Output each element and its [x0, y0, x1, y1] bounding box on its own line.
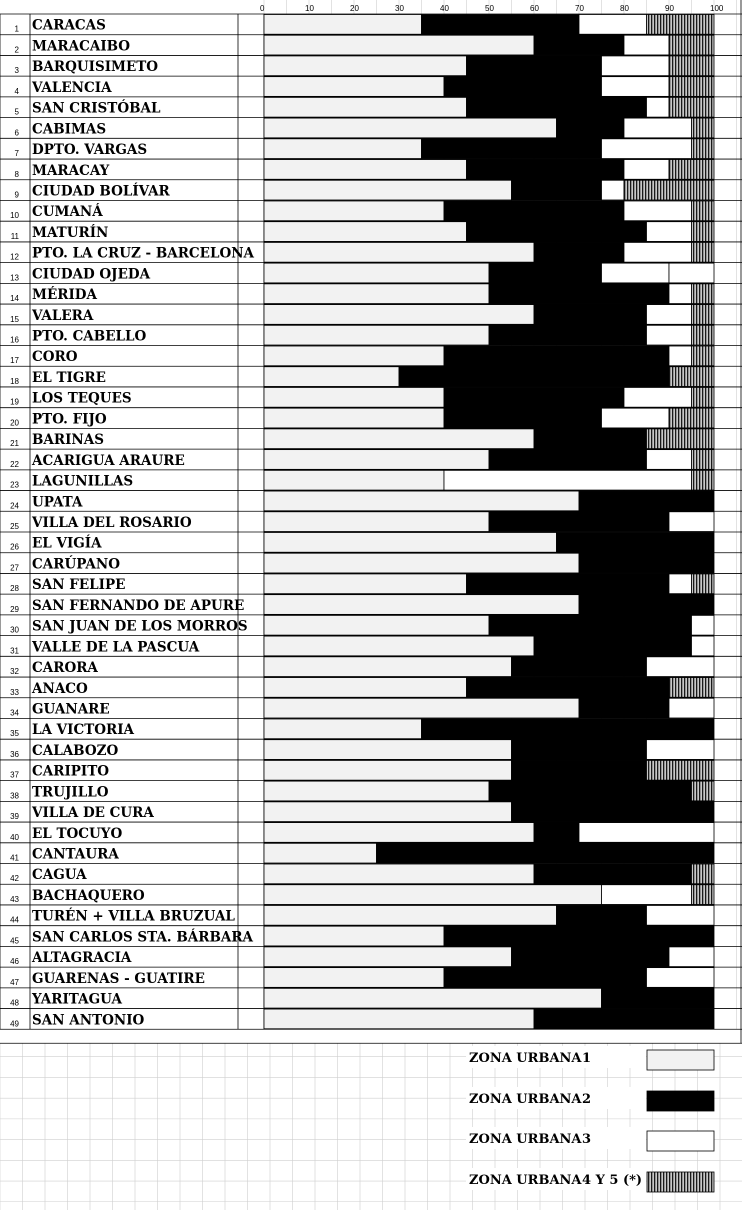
- bar-segment-z45: [692, 781, 715, 801]
- bar-segment-z45: [692, 346, 715, 366]
- row-number: 18: [10, 376, 19, 386]
- bar-segment-z1: [264, 636, 534, 656]
- legend-swatch-z2: [647, 1091, 714, 1111]
- bar-segment-z2: [444, 77, 602, 97]
- x-tick-label: 70: [575, 4, 584, 13]
- bar-segment-z1: [264, 346, 444, 366]
- bar-segment-z3: [624, 387, 692, 407]
- bar-segment-z2: [399, 367, 669, 387]
- bar-segment-z45: [692, 470, 715, 490]
- bar-segment-z45: [647, 15, 715, 35]
- city-label: EL TOCUYO: [32, 825, 123, 842]
- city-label: CIUDAD BOLÍVAR: [32, 183, 170, 200]
- bar-segment-z45: [692, 118, 715, 138]
- bar-segment-z45: [647, 429, 715, 449]
- bar-segment-z1: [264, 657, 512, 677]
- bar-segment-z1: [264, 512, 489, 532]
- bar-segment-z1: [264, 201, 444, 221]
- city-label: CIUDAD OJEDA: [32, 266, 151, 283]
- row-number: 1: [14, 24, 19, 34]
- bar-segment-z1: [264, 802, 512, 822]
- bar-segment-z3: [647, 450, 692, 470]
- bar-segment-z2: [489, 263, 602, 283]
- row-number: 38: [10, 791, 19, 801]
- city-label: BACHAQUERO: [32, 887, 145, 904]
- bar-segment-z3: [647, 968, 715, 988]
- city-label: LAGUNILLAS: [32, 473, 134, 490]
- bar-segment-z1: [264, 325, 489, 345]
- city-label: CORO: [32, 349, 78, 366]
- row-number: 8: [14, 169, 19, 179]
- bar-segment-z2: [489, 450, 647, 470]
- legend-code: 1: [582, 1051, 592, 1066]
- bar-segment-z2: [512, 947, 670, 967]
- bar-segment-z2: [444, 387, 624, 407]
- bar-segment-z2: [512, 180, 602, 200]
- bar-segment-z3: [602, 56, 670, 76]
- row-number: 39: [10, 812, 19, 822]
- row-number: 43: [10, 894, 19, 904]
- bar-segment-z3: [602, 77, 670, 97]
- bar-segment-z1: [264, 885, 602, 905]
- bar-segment-z2: [467, 678, 670, 698]
- bar-segment-z3: [692, 636, 715, 656]
- bar-segment-z2: [557, 905, 647, 925]
- bar-segment-z2: [579, 491, 714, 511]
- bar-segment-z45: [692, 201, 715, 221]
- city-label: MÉRIDA: [32, 287, 97, 304]
- city-label: CALABOZO: [32, 742, 119, 759]
- x-tick-label: 20: [350, 4, 359, 13]
- city-label: TRUJILLO: [32, 784, 109, 801]
- bar-segment-z45: [692, 325, 715, 345]
- bar-segment-z1: [264, 1009, 534, 1029]
- legend-label: ZONA URBANA: [469, 1173, 582, 1188]
- bar-segment-z2: [534, 636, 692, 656]
- bar-segment-z2: [534, 864, 692, 884]
- row-number: 15: [10, 314, 19, 324]
- row-number: 37: [10, 770, 19, 780]
- row-number: 5: [14, 107, 19, 117]
- bar-segment-z1: [264, 491, 579, 511]
- city-label: BARINAS: [32, 432, 104, 449]
- x-tick-label: 90: [665, 4, 674, 13]
- row-number: 16: [10, 335, 19, 345]
- bar-segment-z3: [669, 698, 714, 718]
- row-number: 27: [10, 563, 19, 573]
- bar-segment-z2: [444, 926, 714, 946]
- row-number: 41: [10, 853, 19, 863]
- bar-segment-z1: [264, 15, 422, 35]
- row-number: 35: [10, 729, 19, 739]
- bar-segment-z1: [264, 823, 534, 843]
- row-number: 36: [10, 749, 19, 759]
- bar-segment-z1: [264, 470, 444, 490]
- bar-segment-z3: [602, 180, 625, 200]
- bar-segment-z3: [579, 823, 714, 843]
- row-number: 4: [14, 86, 19, 96]
- city-label: VILLA DEL ROSARIO: [32, 515, 192, 531]
- bar-segment-z2: [467, 97, 647, 117]
- bar-segment-z3: [669, 512, 714, 532]
- x-tick-label: 60: [530, 4, 539, 13]
- row-number: 32: [10, 667, 19, 677]
- bar-segment-z1: [264, 740, 512, 760]
- bar-segment-z3: [669, 947, 714, 967]
- bar-segment-z1: [264, 242, 534, 262]
- bar-segment-z3: [444, 470, 692, 490]
- city-label: BARQUISIMETO: [32, 59, 159, 76]
- city-label: YARITAGUA: [32, 991, 122, 1008]
- bar-segment-z1: [264, 408, 444, 428]
- city-label: VALENCIA: [32, 79, 112, 96]
- bar-segment-z1: [264, 698, 579, 718]
- city-label: MARACAY: [32, 162, 110, 179]
- bar-segment-z2: [579, 553, 714, 573]
- bar-segment-z1: [264, 97, 467, 117]
- row-number: 20: [10, 418, 19, 428]
- bar-segment-z2: [557, 118, 625, 138]
- bar-segment-z2: [534, 1009, 714, 1029]
- row-number: 28: [10, 584, 19, 594]
- bar-segment-z2: [377, 843, 715, 863]
- bar-segment-z1: [264, 284, 489, 304]
- bar-segment-z45: [669, 408, 714, 428]
- row-number: 40: [10, 832, 19, 842]
- bar-segment-z1: [264, 719, 422, 739]
- row-number: 26: [10, 542, 19, 552]
- city-label: DPTO. VARGAS: [32, 142, 148, 159]
- row-number: 25: [10, 522, 19, 531]
- x-tick-label: 80: [620, 4, 629, 13]
- bar-segment-z3: [624, 242, 692, 262]
- city-label: SAN JUAN DE LOS MORROS: [32, 618, 248, 635]
- city-label: SAN CARLOS STA. BÁRBARA: [32, 929, 254, 946]
- city-label: LA VICTORIA: [32, 722, 135, 739]
- bar-segment-z2: [534, 823, 579, 843]
- bar-segment-z1: [264, 263, 489, 283]
- row-number: 23: [10, 480, 19, 490]
- bar-segment-z45: [624, 180, 714, 200]
- city-label: UPATA: [32, 494, 83, 511]
- bar-segment-z2: [557, 533, 715, 553]
- row-number: 14: [10, 294, 19, 304]
- row-number: 2: [14, 45, 19, 55]
- city-label: PTO. FIJO: [32, 411, 107, 428]
- city-label: CARÚPANO: [32, 556, 120, 573]
- city-label: CAGUA: [32, 867, 87, 884]
- city-label: CARORA: [32, 660, 98, 677]
- bar-segment-z3: [647, 222, 692, 242]
- row-number: 42: [10, 874, 19, 884]
- bar-segment-z45: [692, 139, 715, 159]
- city-label: TURÉN + VILLA BRUZUAL: [32, 908, 235, 925]
- bar-segment-z2: [422, 719, 715, 739]
- bar-segment-z2: [444, 201, 624, 221]
- city-label: SAN CRISTÓBAL: [32, 100, 161, 117]
- row-number: 17: [10, 356, 19, 366]
- row-number: 22: [10, 459, 19, 469]
- city-label: ACARIGUA ARAURE: [32, 452, 185, 469]
- bar-segment-z1: [264, 615, 489, 635]
- bar-segment-z1: [264, 118, 557, 138]
- bar-segment-z2: [422, 15, 580, 35]
- row-number: 7: [14, 149, 19, 159]
- bar-segment-z45: [669, 678, 714, 698]
- bar-segment-z2: [467, 574, 670, 594]
- row-number: 46: [10, 957, 19, 967]
- row-number: 10: [10, 211, 19, 221]
- bar-segment-z1: [264, 533, 557, 553]
- bar-segment-z2: [444, 968, 647, 988]
- bar-segment-z45: [669, 77, 714, 97]
- bar-segment-z2: [534, 242, 624, 262]
- city-label: VALLE DE LA PASCUA: [32, 639, 200, 656]
- bar-segment-z45: [692, 242, 715, 262]
- bar-segment-z45: [669, 160, 714, 180]
- bar-segment-z2: [512, 760, 647, 780]
- city-label: SAN FELIPE: [32, 577, 126, 594]
- x-tick-label: 10: [305, 4, 314, 13]
- bar-segment-z1: [264, 77, 444, 97]
- bar-segment-z3: [669, 574, 692, 594]
- city-label: CANTAURA: [32, 846, 119, 863]
- city-label: ALTAGRACIA: [32, 950, 132, 967]
- bar-segment-z3: [647, 905, 715, 925]
- bar-segment-z1: [264, 781, 489, 801]
- x-tick-label: 0: [260, 4, 265, 13]
- row-number: 33: [10, 687, 19, 697]
- legend-label: ZONA URBANA: [469, 1051, 582, 1066]
- legend-swatch-z3: [647, 1131, 714, 1151]
- bar-segment-z1: [264, 905, 557, 925]
- bar-segment-z3: [579, 15, 647, 35]
- bar-segment-z3: [624, 160, 669, 180]
- city-label: ANACO: [32, 680, 88, 697]
- bar-segment-z1: [264, 947, 512, 967]
- row-number: 44: [10, 915, 19, 925]
- bar-segment-z3: [647, 325, 692, 345]
- bar-segment-z3: [669, 263, 714, 283]
- row-number: 11: [10, 231, 19, 241]
- row-number: 30: [10, 625, 19, 635]
- bar-segment-z3: [624, 201, 692, 221]
- legend-label: ZONA URBANA: [469, 1132, 582, 1147]
- bar-segment-z3: [624, 35, 669, 55]
- row-number: 29: [10, 604, 19, 614]
- city-label: CABIMAS: [32, 121, 107, 138]
- row-number: 6: [14, 128, 19, 138]
- row-number: 48: [10, 998, 19, 1008]
- row-number: 9: [14, 190, 19, 200]
- bar-segment-z3: [647, 740, 715, 760]
- legend-code: 4 Y 5 (*): [582, 1173, 643, 1188]
- row-number: 13: [10, 273, 19, 283]
- bar-segment-z3: [647, 305, 692, 325]
- bar-segment-z45: [669, 97, 714, 117]
- bar-segment-z2: [602, 988, 715, 1008]
- city-label: GUANARE: [32, 701, 110, 718]
- row-number: 12: [10, 252, 19, 262]
- city-label: CARACAS: [32, 17, 106, 34]
- city-label: CUMANÁ: [32, 204, 103, 221]
- bar-segment-z45: [647, 760, 715, 780]
- bar-segment-z2: [489, 781, 692, 801]
- bar-segment-z2: [444, 408, 602, 428]
- city-label: SAN FERNANDO DE APURE: [32, 597, 245, 614]
- bar-segment-z1: [264, 305, 534, 325]
- bar-segment-z2: [467, 56, 602, 76]
- bar-segment-z45: [692, 864, 715, 884]
- bar-segment-z3: [602, 263, 670, 283]
- bar-segment-z1: [264, 968, 444, 988]
- bar-segment-z3: [647, 97, 670, 117]
- x-tick-label: 40: [440, 4, 449, 13]
- city-label: EL VIGÍA: [32, 535, 102, 552]
- bar-segment-z2: [534, 429, 647, 449]
- legend-label: ZONA URBANA: [469, 1092, 582, 1107]
- bar-segment-z45: [669, 367, 714, 387]
- bar-segment-z2: [489, 615, 692, 635]
- city-label: PTO. LA CRUZ - BARCELONA: [32, 245, 255, 262]
- bar-segment-z3: [647, 657, 715, 677]
- bar-segment-z1: [264, 180, 512, 200]
- bar-segment-z45: [692, 450, 715, 470]
- bar-segment-z3: [602, 408, 670, 428]
- city-label: LOS TEQUES: [32, 390, 132, 407]
- city-label: MATURÍN: [32, 224, 109, 241]
- bar-segment-z2: [512, 657, 647, 677]
- bar-segment-z2: [512, 740, 647, 760]
- x-tick-label: 30: [395, 4, 404, 13]
- bar-segment-z2: [489, 325, 647, 345]
- bar-segment-z2: [422, 139, 602, 159]
- bar-segment-z1: [264, 450, 489, 470]
- city-label: GUARENAS - GUATIRE: [32, 970, 205, 987]
- bar-segment-z3: [624, 118, 692, 138]
- city-label: MARACAIBO: [32, 38, 131, 55]
- x-tick-label: 100: [710, 4, 724, 13]
- bar-segment-z45: [692, 574, 715, 594]
- city-label: VILLA DE CURA: [32, 805, 154, 822]
- bar-segment-z1: [264, 864, 534, 884]
- bar-segment-z2: [489, 284, 669, 304]
- bar-segment-z3: [692, 615, 715, 635]
- bar-segment-z1: [264, 160, 467, 180]
- bar-segment-z2: [444, 346, 669, 366]
- bar-segment-z1: [264, 387, 444, 407]
- bar-segment-z45: [692, 305, 715, 325]
- bar-segment-z1: [264, 429, 534, 449]
- bar-segment-z1: [264, 843, 377, 863]
- city-label: SAN ANTONIO: [32, 1012, 145, 1029]
- row-number: 45: [10, 936, 19, 946]
- row-number: 34: [10, 708, 19, 718]
- bars: [264, 15, 714, 1029]
- bar-segment-z3: [602, 139, 692, 159]
- row-number: 24: [10, 501, 19, 511]
- legend-swatch-z1: [647, 1050, 714, 1070]
- bar-segment-z2: [467, 222, 647, 242]
- bar-segment-z45: [669, 56, 714, 76]
- city-label: CARIPITO: [32, 763, 110, 780]
- bar-segment-z1: [264, 553, 579, 573]
- bar-segment-z1: [264, 574, 467, 594]
- bar-segment-z45: [692, 885, 715, 905]
- legend-code: 3: [582, 1132, 592, 1147]
- bar-segment-z1: [264, 56, 467, 76]
- city-label: EL TIGRE: [32, 369, 106, 386]
- legend-swatch-z45: [647, 1172, 714, 1192]
- bar-segment-z2: [579, 698, 669, 718]
- bar-segment-z2: [512, 802, 715, 822]
- bar-segment-z45: [692, 387, 715, 407]
- bar-segment-z3: [669, 284, 692, 304]
- bar-segment-z1: [264, 595, 579, 615]
- bar-segment-z45: [669, 35, 714, 55]
- bar-segment-z1: [264, 35, 534, 55]
- bar-segment-z45: [692, 284, 715, 304]
- bar-segment-z2: [534, 35, 624, 55]
- row-number: 21: [10, 439, 19, 449]
- bar-segment-z1: [264, 139, 422, 159]
- city-label: VALERA: [32, 307, 94, 324]
- row-number: 3: [14, 66, 19, 76]
- row-number: 19: [10, 397, 19, 407]
- x-tick-label: 50: [485, 4, 494, 13]
- bar-segment-z1: [264, 367, 399, 387]
- bar-segment-z2: [579, 595, 714, 615]
- bar-segment-z1: [264, 760, 512, 780]
- row-number: 31: [10, 646, 19, 656]
- bar-segment-z2: [534, 305, 647, 325]
- bar-segment-z2: [489, 512, 669, 532]
- bar-segment-z3: [669, 346, 692, 366]
- bar-segment-z1: [264, 926, 444, 946]
- bar-segment-z1: [264, 678, 467, 698]
- bar-segment-z45: [692, 222, 715, 242]
- city-label: PTO. CABELLO: [32, 328, 147, 345]
- bar-segment-z2: [467, 160, 625, 180]
- row-number: 49: [10, 1019, 19, 1029]
- row-number: 47: [10, 977, 19, 987]
- bar-segment-z1: [264, 988, 602, 1008]
- bar-segment-z1: [264, 222, 467, 242]
- bar-segment-z3: [602, 885, 692, 905]
- legend-code: 2: [582, 1092, 592, 1107]
